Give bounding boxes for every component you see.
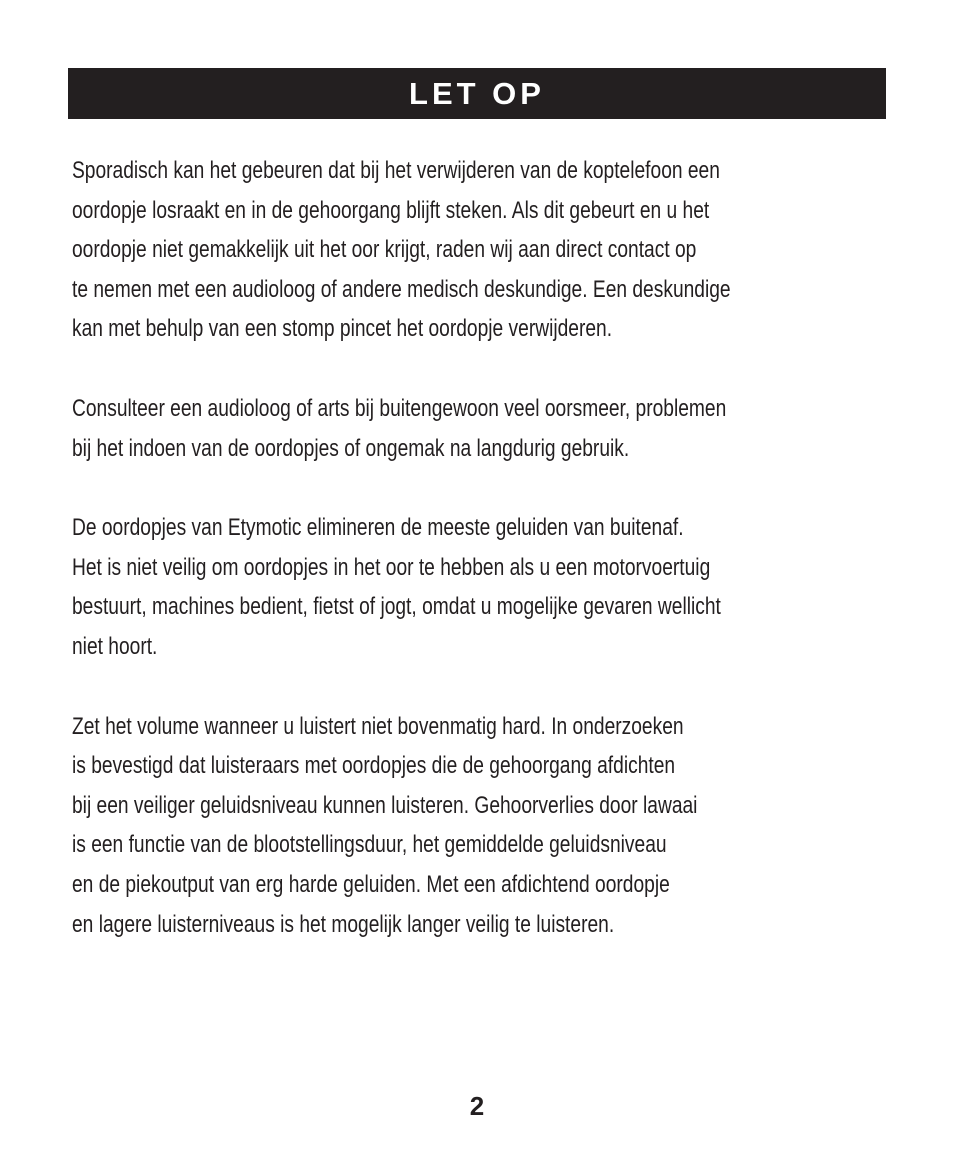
header-bar	[68, 68, 886, 119]
text-line: te nemen met een audioloog of andere medisch deskundige. Een deskundige	[72, 275, 731, 303]
text-line: De oordopjes van Etymotic elimineren de meeste geluiden van buitenaf.	[72, 514, 684, 542]
text-line: Zet het volume wanneer u luistert niet bovenmatig hard. In onderzoeken	[72, 712, 684, 740]
text-line: en lagere luisterniveaus is het mogelijk langer veilig te luisteren.	[72, 910, 615, 938]
paragraph-earplug-removal	[72, 151, 884, 349]
text-line: oordopje niet gemakkelijk uit het oor krijgt, raden wij aan direct contact op	[72, 236, 697, 264]
text-line: Het is niet veilig om oordopjes in het oor te hebben als u een motorvoertuig	[72, 553, 711, 581]
text-line: en de piekoutput van erg harde geluiden. Met een afdichtend oordopje	[72, 870, 670, 898]
text-line: bij een veiliger geluidsniveau kunnen luisteren. Gehoorverlies door lawaai	[72, 791, 698, 819]
text-line: Consulteer een audioloog of arts bij buitengewoon veel oorsmeer, problemen	[72, 394, 727, 422]
text-line: kan met behulp van een stomp pincet het oordopje verwijderen.	[72, 315, 613, 343]
paragraph-safety-warning	[72, 508, 884, 666]
body-text	[72, 151, 884, 984]
text-line: oordopje losraakt en in de gehoorgang blijft steken. Als dit gebeurt en u het	[72, 196, 710, 224]
text-line: is bevestigd dat luisteraars met oordopjes die de gehoorgang afdichten	[72, 752, 676, 780]
text-line: is een functie van de blootstellingsduur, het gemiddelde geluidsniveau	[72, 831, 667, 859]
page-number: 2	[469, 1091, 485, 1121]
text-line: bestuurt, machines bedient, fietst of jogt, omdat u mogelijke gevaren wellicht	[72, 593, 721, 621]
paragraph-consult-audiologist	[72, 389, 884, 468]
text-line: Sporadisch kan het gebeuren dat bij het verwijderen van de koptelefoon een	[72, 157, 720, 184]
text-line: niet hoort.	[72, 632, 158, 660]
paragraph-volume-advice	[72, 707, 884, 945]
text-line: bij het indoen van de oordopjes of ongemak na langdurig gebruik.	[72, 434, 630, 462]
page-title: LET OP	[409, 76, 545, 111]
